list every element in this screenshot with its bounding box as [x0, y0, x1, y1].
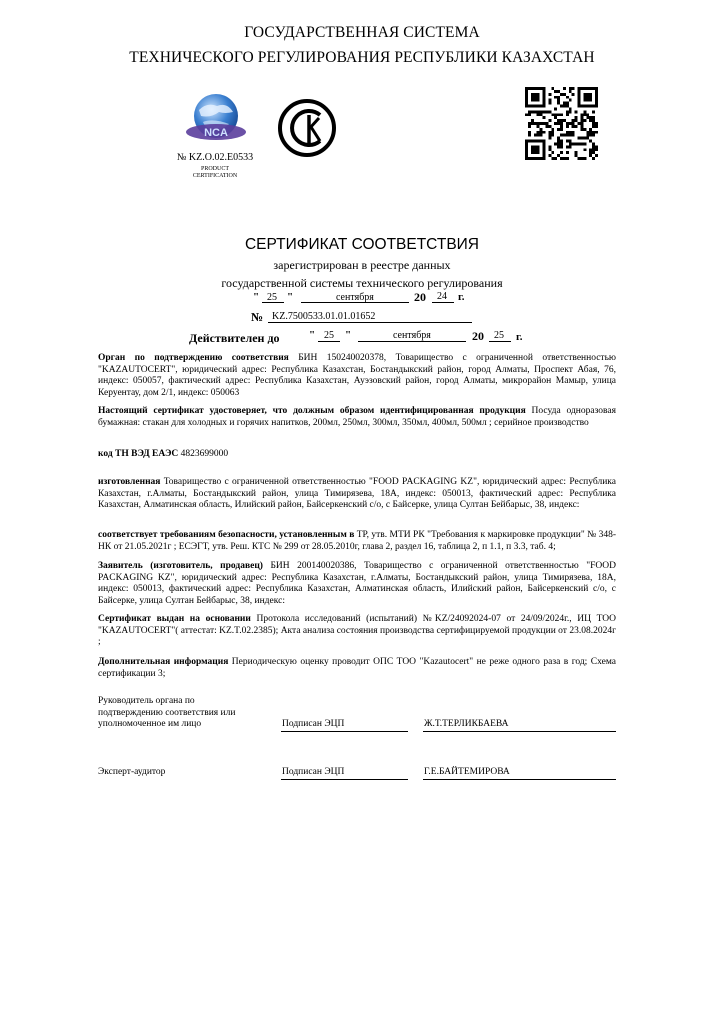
- valid-year: 25: [494, 330, 504, 341]
- valid-quote-close: ": [345, 329, 352, 341]
- requirements-section: соответствует требованиям безопасности, установленным в ТР, утв. МТИ РК "Требования к маркировке продукции" № 348-НК от 21.05.2021г ; ЕСЭГТ, утв. Реш. КТС № 299 от 28.05.2010г, глава 2, раздел 16, таблица 2, п 1.1, п 3.3, таб. 4;: [98, 530, 616, 552]
- reg-quote-close: ": [287, 291, 294, 303]
- nca-logo: [183, 92, 247, 150]
- product-section: Настоящий сертификат удостоверяет, что должным образом идентифицированная продукция Посуда одноразовая бумажная: стакан для холодных и горячих напитков, 200мл, 250мл, 300мл, 350мл, 400мл, 500мл ; серийное производство: [98, 406, 616, 428]
- reg-year-suffix: г.: [458, 291, 465, 303]
- subtitle-registry: зарегистрирован в реестре данных: [273, 258, 451, 272]
- certificate-title: СЕРТИФИКАТ СООТВЕТСТВИЯ: [244, 236, 480, 253]
- manufacturer-section: изготовленная Товарищество с ограниченной ответственностью "FOOD PACKAGING KZ", юридический адрес: Республика Казахстан, г.Алматы, Бостандыкский район, улица Тимирязева, 18А, индекс: 050013, фактический адрес: Республика Казахстан, Алматинская область, Илийский район, Байсеркенский с/о, с Байсерке, улица Султан Бейбарыс, 38, индекс:: [98, 477, 616, 511]
- cert-number-label: №: [251, 310, 264, 324]
- header-line-1: ГОСУДАРСТВЕННАЯ СИСТЕМА: [244, 24, 480, 41]
- kz-certification-mark: [276, 97, 338, 159]
- head-signatory-name: Ж.Т.ТЕРЛИКБАЕВА: [424, 719, 509, 729]
- cert-number: KZ.7500533.01.01.01652: [272, 311, 376, 322]
- head-signed-status: Подписан ЭЦП: [282, 719, 345, 729]
- valid-month: сентября: [393, 330, 431, 341]
- reg-century: 20: [414, 290, 426, 304]
- subtitle-system: государственной системы технического регулирования: [221, 276, 503, 290]
- head-signatory-label: Руководитель органа по подтверждению соответствия или уполномоченное им лицо: [98, 696, 236, 729]
- applicant-section: Заявитель (изготовитель, продавец) БИН 200140020386, Товарищество с ограниченной ответственностью "FOOD PACKAGING KZ", юридический адрес: Республика Казахстан, г.Алматы, Бостандыкский район, улица Тимирязева, 18А, индекс: 050013, фактический адрес: Республика Казахстан, Алматинская область, Илийский район, Байсеркенский с/о, с Байсерке, улица Султан Бейбарыс, 38, индекс:: [98, 561, 616, 606]
- certification-body-section: Орган по подтверждению соответствия БИН 150240020378, Товарищество с ограниченной ответственностью "KAZAUTOCERT", юридический адрес: Республика Казахстан, Бостандыкский район, город Алматы, Проспект Абая, 76, индекс: 050057, фактический адрес: Республика Казахстан, Ауэзовский район, город Алматы, микрорайон Мамыр, улица Керуентау, дом 2/1, индекс: 050063: [98, 353, 616, 398]
- tnved-section: код ТН ВЭД ЕАЭС 4823699000: [98, 449, 229, 459]
- valid-until-label: Действителен до: [189, 331, 280, 345]
- additional-info-section: Дополнительная информация Периодическую оценку проводит ОПС ТОО "Kazautocert" не реже одного раза в год; Схема сертификации 3;: [98, 657, 616, 679]
- expert-auditor-label: Эксперт-аудитор: [98, 767, 166, 777]
- product-certification-label: PRODUCT CERTIFICATION: [192, 166, 238, 179]
- basis-section: Сертификат выдан на основании Протокола исследований (испытаний) №KZ/24092024-07 от 24/09/2024г., ИЦ ТОО "KAZAUTOCERT"( аттестат: KZ.T.02.2385); Акта анализа состояния производства сертифицируемой продукции от 23.08.2024г ;: [98, 614, 616, 648]
- valid-year-suffix: г.: [516, 331, 523, 343]
- reg-year: 24: [437, 291, 447, 302]
- expert-signed-status: Подписан ЭЦП: [282, 767, 345, 777]
- header-line-2: ТЕХНИЧЕСКОГО РЕГУЛИРОВАНИЯ РЕСПУБЛИКИ КАЗАХСТАН: [129, 49, 595, 66]
- valid-century: 20: [472, 329, 484, 343]
- reg-quote-open: ": [253, 291, 260, 303]
- qr-code: [525, 87, 598, 160]
- expert-auditor-name: Г.Е.БАЙТЕМИРОВА: [424, 767, 510, 777]
- valid-quote-open: ": [309, 329, 316, 341]
- svg-text:NCA: NCA: [204, 127, 228, 139]
- reg-day: 25: [267, 292, 277, 303]
- accreditation-number: № KZ.O.02.E0533: [176, 152, 254, 163]
- valid-day: 25: [324, 330, 334, 341]
- reg-month: сентября: [336, 292, 374, 303]
